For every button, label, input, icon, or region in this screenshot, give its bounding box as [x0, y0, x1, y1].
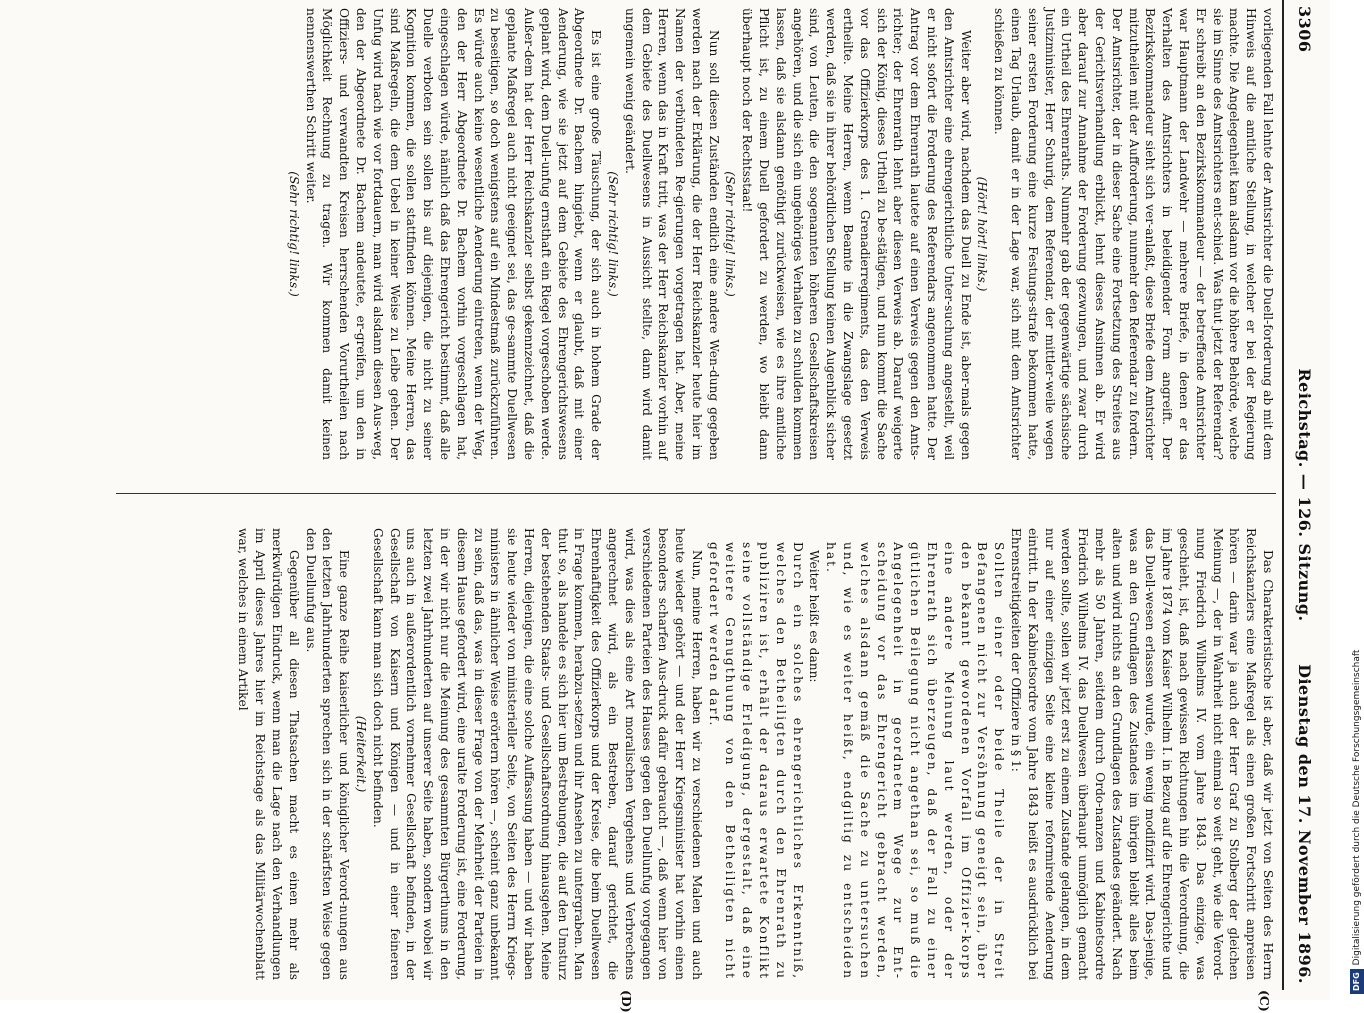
column-divider	[116, 493, 1276, 494]
paragraph: Eine ganze Reihe kaiserlicher und königlicher Verord-nungen aus den letzten Jahrhunderten sprechen sich in der schärfsten Weise gegen den Duellunfug aus.	[303, 528, 352, 980]
page-date: Dienstag den 17. November 1896.	[1295, 664, 1314, 984]
interjection: (Heiterkeit.)	[353, 715, 368, 793]
page-header	[1282, 0, 1324, 990]
right-column	[126, 528, 1276, 980]
margin-marker-d: (D)	[619, 990, 634, 1013]
quotation: Durch ein solches ehrengerichtliches Erkenntniß, welches den Betheiligten durch den Ehrenrath zu publiziren ist, erhält der daraus erwartete Konflikt seine vollständige Erledigung, dergestalt, daß eine weitere Genugthuung von den Betheiligten nicht gefordert werden darf.	[706, 542, 805, 980]
dfg-logo: DFG	[1350, 969, 1364, 994]
paragraph: Gegenüber all diesen Thatsachen macht es einen mehr als merkwürdigen Eindruck, wenn man die Lage nach den Verhandlungen im April dieses Jahres hier im Reichstage als das Militärwochenblatt war, welches in einem Artikel	[236, 528, 301, 980]
margin-marker-c: (C)	[1257, 990, 1272, 1012]
digitization-credit	[1336, 0, 1362, 1000]
paragraph: Nun, meine Herren, haben wir zu verschiedenen Malen und auch heute wieder gehört — und der Herr Kriegsminister hat vorhin einen besonders scharfen Aus-druck dafür gebraucht —, daß wenn hier von verschiedenen Parteien des Hauses gegen den Duellunfug vorgegangen wird, was dies als eine Art moralischen Vergehens und Verbrechens angerechnet wird, als ein Bestreben, darauf gerichtet, die Ehrenhaftigkeit des Offizierkorps und der Kreise, die beim Duellwesen in Frage kommen, herabzu-setzen und ihr Ansehen zu untergraben. Man thut so, als handele es sich hier um Bestrebungen, die auf den Umsturz der bestehenden Staats- und Gesellschaftsordnung hinausgehen. Meine Herren, diejenigen, die eine solche Auffassung haben — und wir haben sie heute wieder von ministerieller Seite, von Seiten des Herrn Kriegs-ministers in ähnlicher Weise erörtern hören —, scheint ganz unbekannt zu sein, daß das, was in dieser Frage von der Mehrheit der Parteien in diesem Hause gefordert wird, eine uralte Forderung ist, eine Forderung, in der wir nicht nur die Meinung des gesammten Bürgerthums in den letzten zwei Jahrhunderten auf unserer Seite haben, sondern wobei wir uns auch in außerordentlich vornehmer Gesellschaft befinden, in der Gesellschaft von Kaisern und Königen — und in einer feineren Gesellschaft kann man sich doch nicht befinden.	[370, 528, 704, 980]
interjection: (Sehr richtig! links.)	[286, 171, 301, 297]
page-number: 3306	[1295, 6, 1314, 53]
paragraph: Nun soll diesen Zuständen endlich eine andere Wen-dung gegeben werden nach der Erklärung, die der Herr Reichskanzler heute hier im Namen der verbündeten Re-gierungen vorgetragen hat. Aber, meine Herren, wenn das in Kraft tritt, was der Herr Reichskanzler vorhin auf dem Gebiete des Duellwesens in Aussicht stellte, dann wird damit ungemein wenig geändert.	[622, 8, 721, 460]
rotated-page-content	[86, 0, 1324, 1013]
paragraph: Weiter aber wird, nachdem das Duell zu Ende ist, aber-mals gegen den Amtsrichter eine ehrengerichtliche Unter-suchung angestellt, weil er nicht sofort die Forderung des Referendars angenommen hatte. Der Antrag vor dem Ehrenrath lautete auf einen Verweis gegen den Amts-richter; der Ehrenrath lehnt aber diesen Verweis ab. Darauf weigerte sich der König, dieses Urtheil zu be-stätigen, und nun kommt die Sache vor das Offizierkorps des 1. Grenadierregiments, das den Verweis ertheilte. Meine Herren, wenn Beamte in die Zwangslage gesetzt werden, daß sie in ihrer behördlichen Stellung keinen Augenblick sicher sind, von Leuten, die den sogenannten höheren Gesellschaftskreisen angehören, und die sich ein ungehöriges Verhalten zu schulden kommen lassen, daß sie alsdann genöthigt zurückweisen, wie es ihre amtliche Pflicht ist, zu einem Duell gefordert zu werden, wo bleibt dann überhaupt noch der Rechtsstaat!	[740, 8, 973, 460]
paragraph: Das Charakteristische ist aber, daß wir jetzt von Seiten des Herrn Reichskanzlers eine Maßregel als einen großen Fortschritt anpreisen hören — darin war ja auch der Herr Graf zu Stolberg der gleichen Meinung —, der in Wahrheit nicht einmal so weit geht, wie die Verord-nung Friedrich Wilhelms IV. vom Jahre 1843. Das einzige, was geschieht, ist, daß nach gewissen Richtungen hin die Verordnung, die im Jahre 1874 vom Kaiser Wilhelm I. in Bezug auf die Ehrengerichte und das Duell-wesen erlassen wurde, ein wenig modifizirt wird. Das-jenige, was an den Grundlagen des Zustandes im übrigen bleibt alles beim alten und wird nichts an den Grundlagen des Zustandes geändert. Nach mehr als 50 Jahren, seitdem durch Ordo-nanzen und Kabinetsordre Friedrich Wilhelms IV. das Duellwesen überhaupt unmöglich gemacht werden sollte, sollen wir jetzt erst zu einem Zustande gelangen, in dem nur auf einer einzigen Seite eine kleine reformirende Aenderung eintritt. In der Kabinetsordre vom Jahre 1843 heißt es ausdrücklich bei Ehrenstreitigkeiten der Offiziere in § 1:	[1009, 528, 1275, 980]
interjection: (Sehr richtig! links.)	[605, 171, 620, 297]
credit-text: Digitalisierung gefördert durch die Deutsche Forschungsgemeinschaft	[1352, 649, 1362, 966]
left-column	[126, 8, 1276, 460]
paragraph: vorliegenden Fall lehnte der Amtsrichter die Duell-forderung ab mit dem Hinweis auf die amtliche Stellung, in welcher er bei der Regierung machte. Die Angelegenheit kam alsdann vor die höhere Behörde, welche sie im Sinne des Amtsrichters ent-schied. Was thut jetzt der Referendar? Er schreibt an den Bezirkskommandeur — der betreffende Amtsrichter war Hauptmann der Landwehr — mehrere Briefe, in denen er das Verhalten des Amtsrichters in beleidigender Form angreift. Der Bezirkskommandeur sieht sich ver-anlaßt, diese Briefe dem Amtsrichter mitzutheilen mit der Aufforderung, nunmehr den Referendar zu fordern. Der Amtsrichter, der in dieser Sache eine Fortsetzung des Streites aus der Gerichtsverhandlung erblickt, lehnt dieses Ansinnen ab. Er wird aber darauf zur Annahme der Forderung gezwungen, und zwar durch ein Urtheil des Ehrenraths. Nunmehr gab der gegenwärtige sächsische Justizminister, Herr Schurig, dem Referendar, der mittler-weile wegen seiner ersten Forderung eine kurze Festungs-strafe bekommen hatte, einen Tag Urlaub, damit er in der Lage war, sich mit dem Amtsrichter schießen zu können.	[992, 8, 1275, 460]
interjection: (Hört! hört! links.)	[975, 176, 990, 292]
paragraph: Weiter heißt es dann:	[807, 550, 822, 683]
page-title: Reichstag. — 126. Sitzung.	[1295, 368, 1314, 622]
quotation: Sollten einer oder beide Theile der in Streit Befangenen nicht zur Versöhnung geneigt sein, über den bekannt gewordenen Vorfall im Offizier-korps eine andere Meinung laut werden, oder der Ehrenrath sich überzeugen, daß der Fall zu einer gütlichen Beilegung nicht angethan sei, so muß die Angelegenheit in geordnetem Wege zur Ent-scheidung vor das Ehrengericht gebracht werden, welches alsdann gemäß die Sache zu untersuchen und, wie es weiter heißt, endgiltig zu entscheiden hat.	[824, 542, 1007, 980]
paragraph: Es ist eine große Täuschung, der sich auch in hohem Grade der Abgeordnete Dr. Bachem hingiebt, wenn er glaubt, daß mit einer Aenderung, wie sie jetzt auf dem Gebiete des Ehrengerichtswesens geplant wird, dem Duell-unfug ernsthaft ein Riegel vorgeschoben werde. Außer-dem hat der Herr Reichskanzler selbst gekennzeichnet, daß die geplante Maßregel auch nicht geeignet sei, das ge-sammte Duellwesen zu beseitigen, so doch wenigstens auf ein Mindestmaß zurückzuführen. Es würde auch keine wesentliche Aenderung eintreten, wenn der Weg, den der Herr Abgeordnete Dr. Bachem vorhin vorgeschlagen hat, eingeschlagen würde, nämlich daß das Ehrengericht bestimmt, daß alle Duelle verboten sein sollen bis auf diejenigen, die nicht zu seiner Kognition kommen, die sollen stattfinden können. Meine Herren, das sind Maßregeln, die dem Uebel in keiner Weise zu Leibe gehen. Der Unfug wird nach wie vor fortdauern, man wird alsdann diesen Aus-weg, den der Abgeordnete Dr. Bachem andeutete, er-greifen, um den in Offiziers- und verwandten Kreisen herrschenden Vorurtheilen nach Möglichkeit Rechnung zu tragen. Wir kommen damit keinen nennenswerthen Schritt weiter.	[303, 8, 604, 461]
interjection: (Sehr richtig! links.)	[723, 171, 738, 297]
